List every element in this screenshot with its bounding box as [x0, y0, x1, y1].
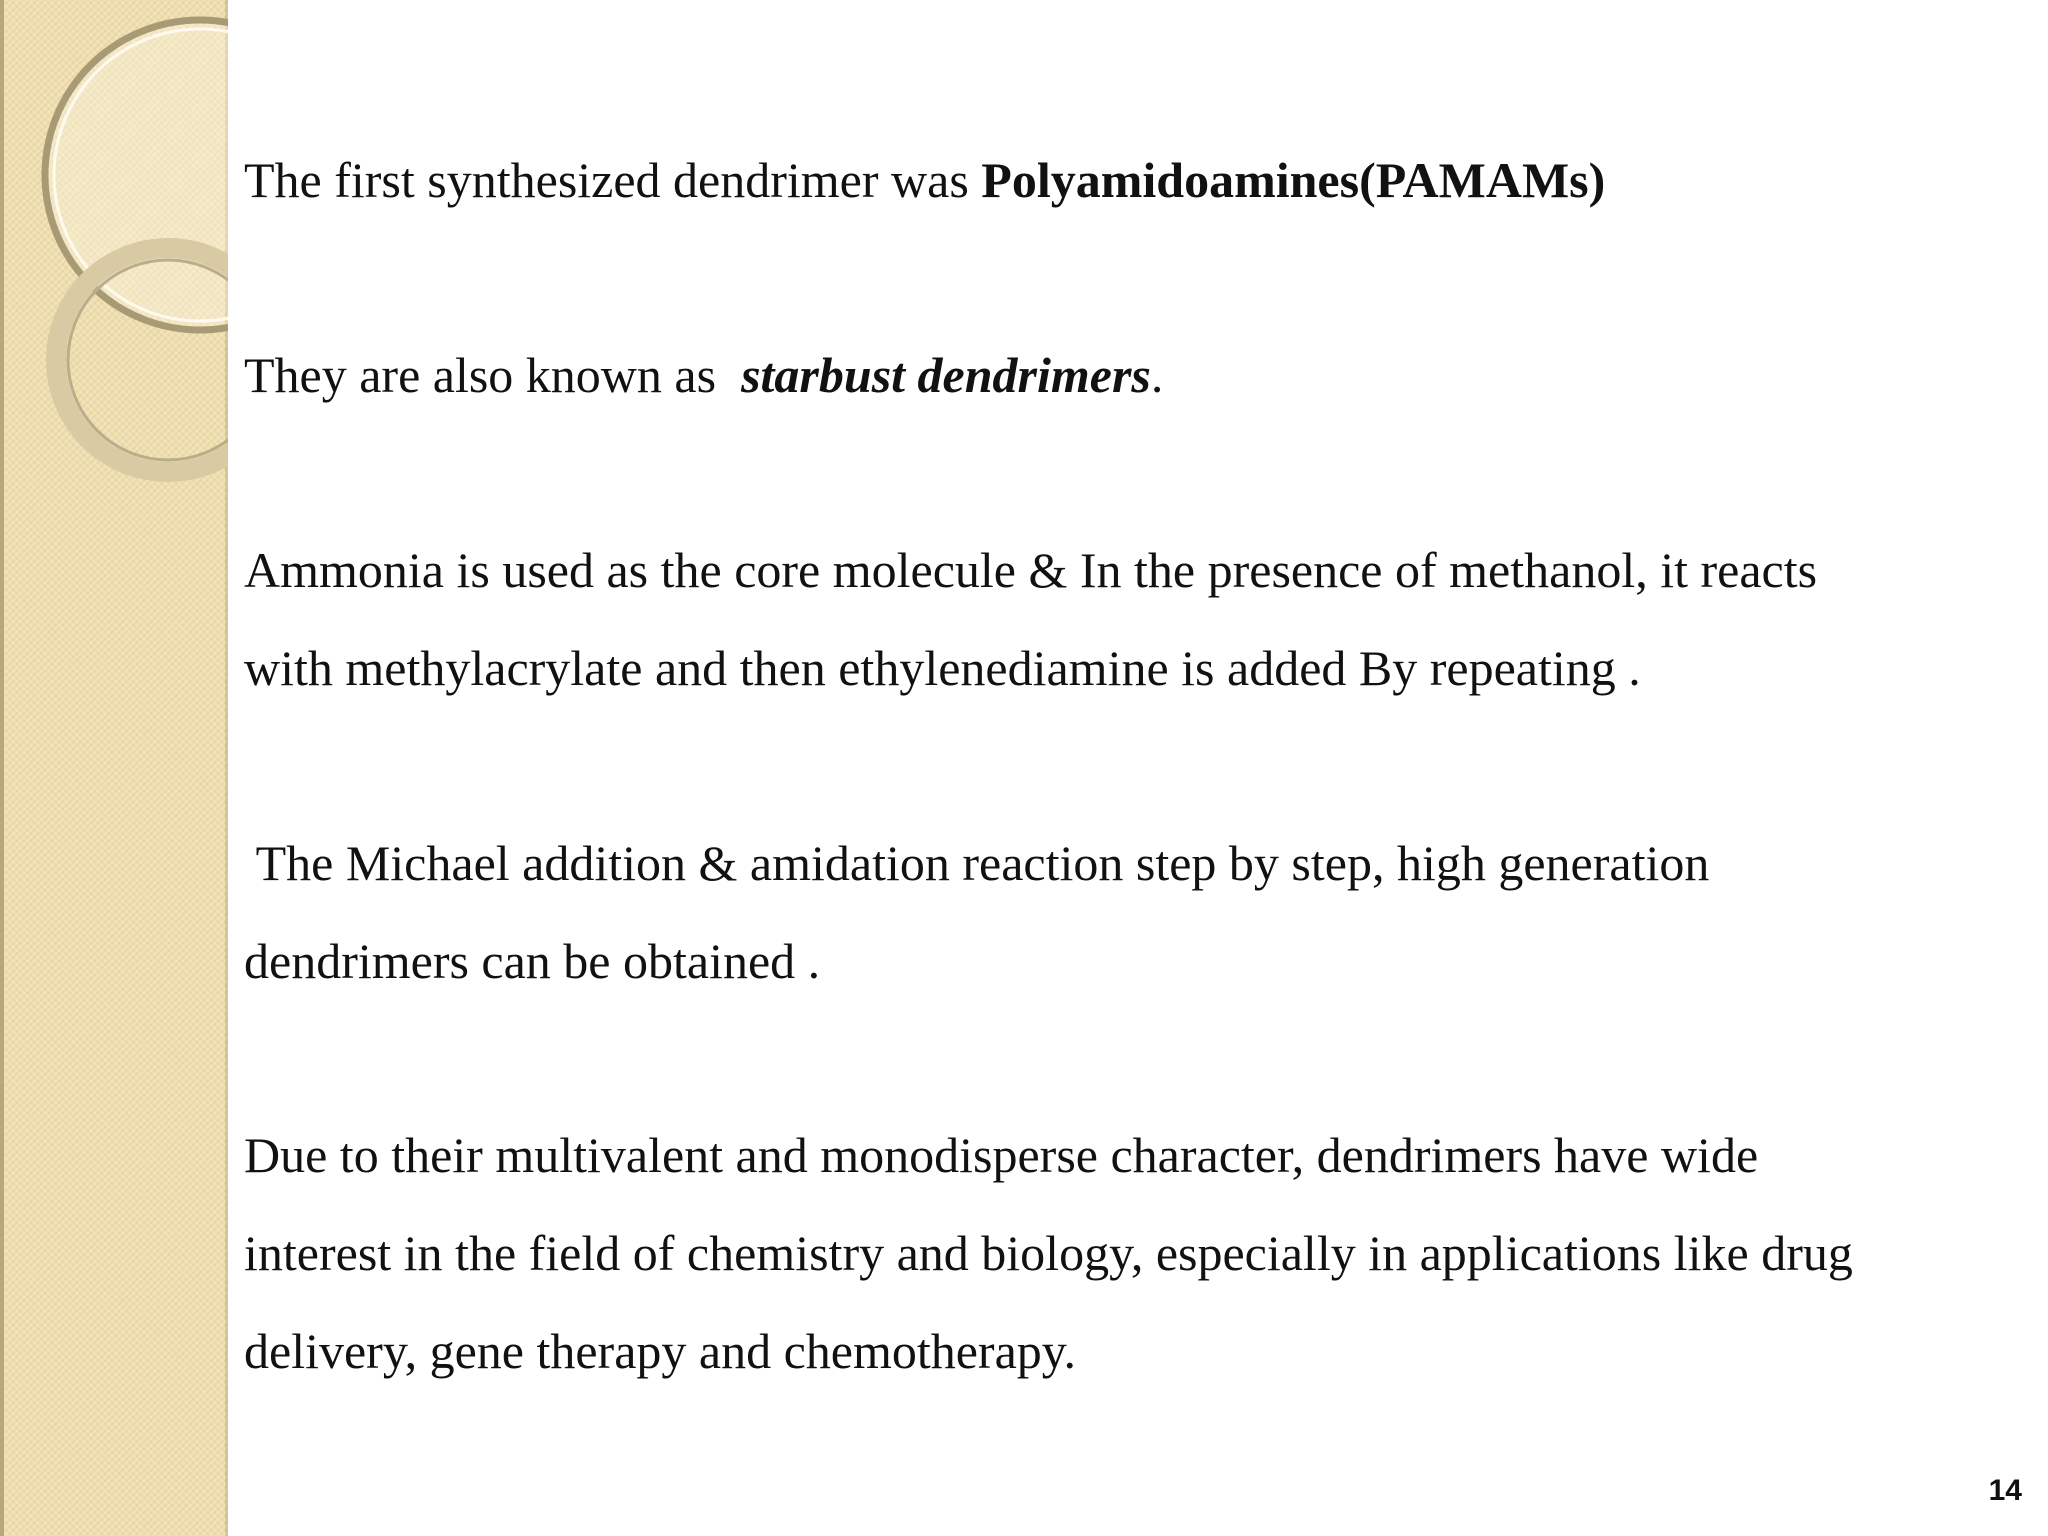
- p5-line-2: interest in the field of chemistry and biology, especially in applications like drug: [244, 1225, 1853, 1281]
- paragraph-first-synthesized: [244, 152, 1606, 208]
- p2-text: They are also known as: [244, 347, 742, 403]
- p5-line-3: delivery, gene therapy and chemotherapy.: [244, 1323, 1077, 1379]
- p2-bold-italic-term: starbust dendrimers: [741, 347, 1151, 403]
- page-number: 14: [1988, 1474, 2022, 1507]
- p4-line-1: The Michael addition & amidation reaction step by step, high generation: [244, 835, 1710, 891]
- decorative-rings: [0, 0, 228, 520]
- p2-end: .: [1150, 347, 1164, 403]
- p3-line-1: Ammonia is used as the core molecule & In the presence of methanol, it reacts: [244, 542, 1818, 598]
- paragraph-also-known: [244, 347, 1164, 403]
- p3-line-2: with methylacrylate and then ethylenediamine is added By repeating .: [244, 640, 1641, 696]
- p4-line-2: dendrimers can be obtained .: [244, 933, 821, 989]
- p1-bold-term: Polyamidoamines(PAMAMs): [981, 152, 1606, 208]
- p1-text: The first synthesized dendrimer was: [244, 152, 982, 208]
- p5-line-1: Due to their multivalent and monodisperse character, dendrimers have wide: [244, 1127, 1759, 1183]
